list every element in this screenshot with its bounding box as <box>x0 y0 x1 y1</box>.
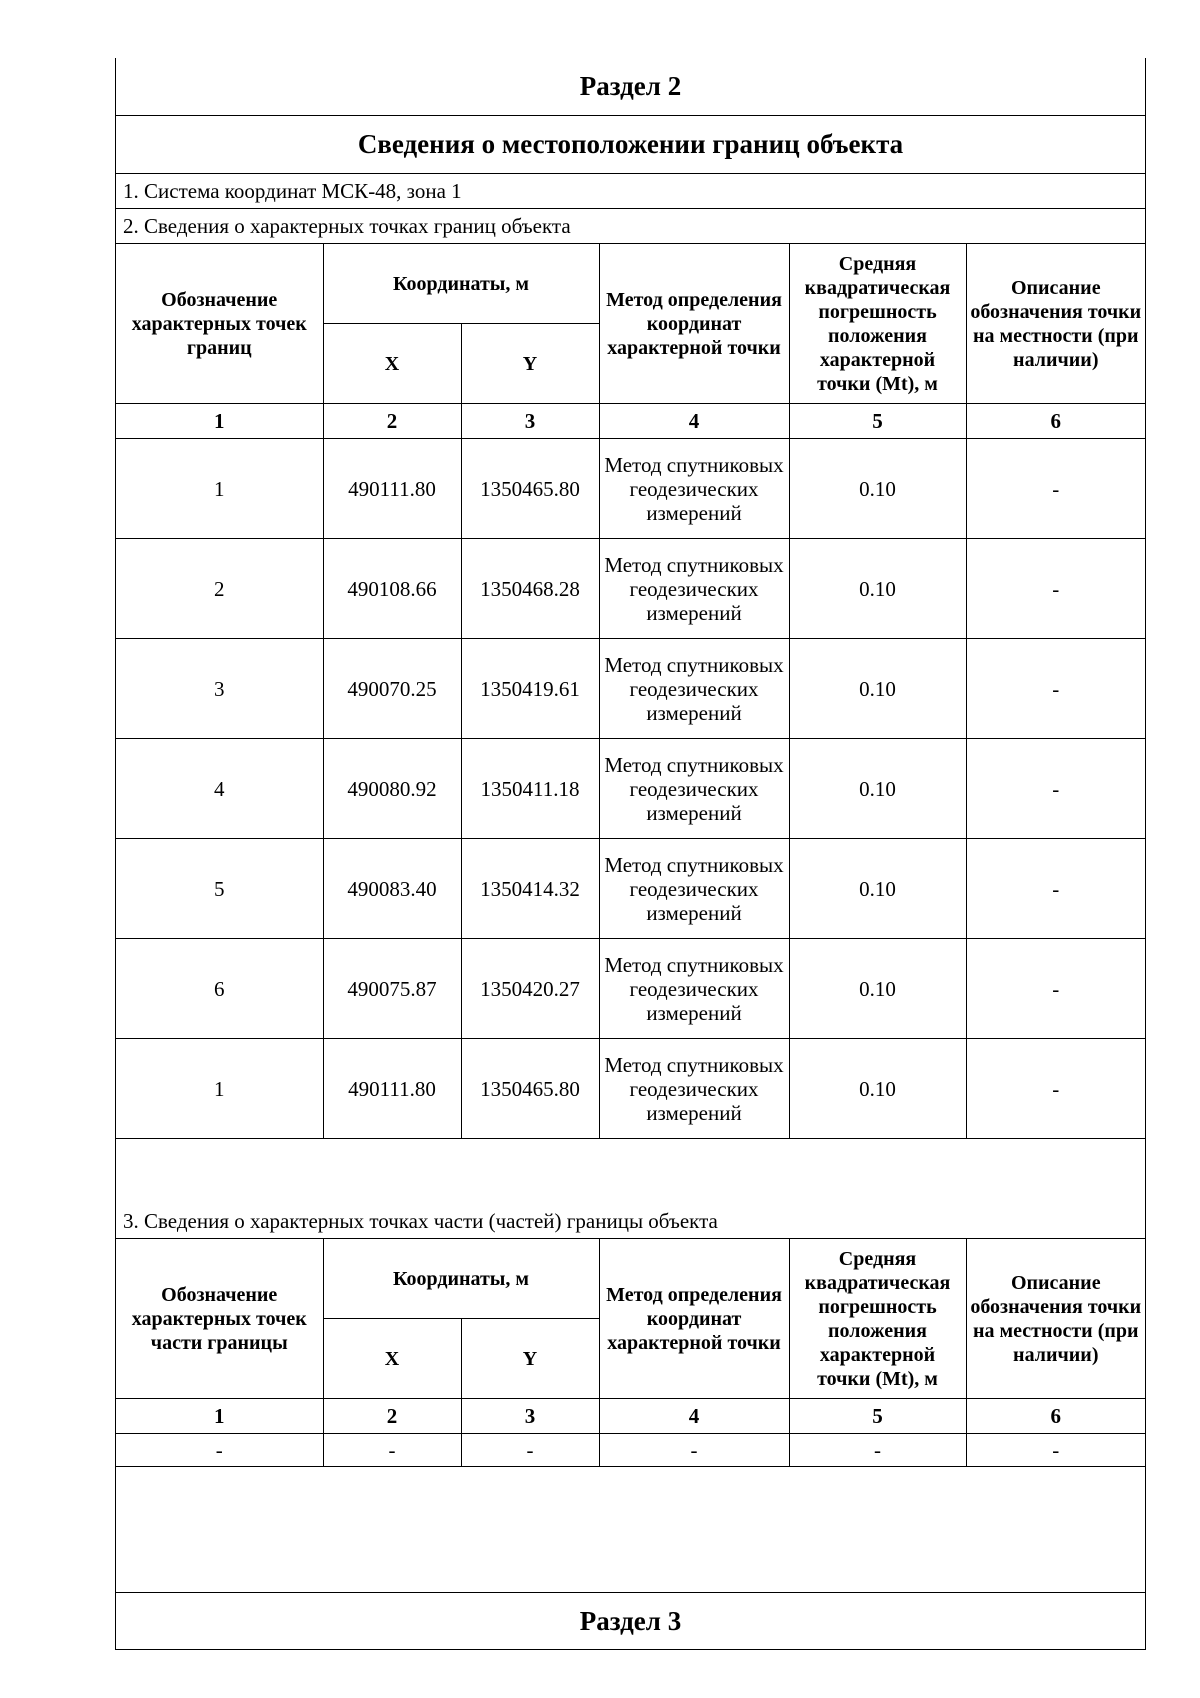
header-row-top <box>116 1239 1145 1319</box>
point-error: 0.10 <box>789 1039 966 1139</box>
point-error: 0.10 <box>789 639 966 739</box>
point-method: Метод спутниковых геодезических измерений <box>599 739 789 839</box>
header-x: X <box>323 1319 461 1399</box>
table-row <box>116 939 1145 1039</box>
col-number: 5 <box>789 1399 966 1434</box>
points-heading-row <box>116 209 1145 244</box>
header-row-top <box>116 244 1145 324</box>
point-x: 490070.25 <box>323 639 461 739</box>
point-description: - <box>966 539 1145 639</box>
header-description: Описание обозначения точки на местности (при наличии) <box>966 244 1145 404</box>
point-x: 490080.92 <box>323 739 461 839</box>
point-x: 490111.80 <box>323 1039 461 1139</box>
point-method: Метод спутниковых геодезических измерений <box>599 1039 789 1139</box>
point-y: 1350420.27 <box>461 939 599 1039</box>
point-y: 1350465.80 <box>461 1039 599 1139</box>
part-cell: - <box>116 1434 323 1467</box>
point-id: 1 <box>116 1039 323 1139</box>
point-description: - <box>966 1039 1145 1139</box>
column-number-row <box>116 1399 1145 1434</box>
section-3-title-text: Раздел 3 <box>579 1606 682 1636</box>
part-cell: - <box>461 1434 599 1467</box>
document-frame <box>115 58 1146 1650</box>
header-designation-part: Обозначение характерных точек части границы <box>116 1239 323 1399</box>
subtitle-text: Сведения о местоположении границ объекта <box>357 129 904 159</box>
boundary-points-table <box>116 243 1145 1139</box>
point-x: 490111.80 <box>323 439 461 539</box>
column-number-row <box>116 404 1145 439</box>
table-row <box>116 1434 1145 1467</box>
point-id: 3 <box>116 639 323 739</box>
point-x: 490075.87 <box>323 939 461 1039</box>
col-number: 4 <box>599 1399 789 1434</box>
header-description: Описание обозначения точки на местности (при наличии) <box>966 1239 1145 1399</box>
point-description: - <box>966 939 1145 1039</box>
table-row <box>116 539 1145 639</box>
part-points-table <box>116 1238 1145 1467</box>
point-y: 1350414.32 <box>461 839 599 939</box>
header-coords: Координаты, м <box>323 1239 599 1319</box>
point-method: Метод спутниковых геодезических измерений <box>599 539 789 639</box>
parts-heading-row <box>116 1203 1145 1239</box>
point-description: - <box>966 639 1145 739</box>
subtitle-row <box>116 116 1145 174</box>
point-id: 2 <box>116 539 323 639</box>
col-number: 1 <box>116 1399 323 1434</box>
coord-system-row <box>116 174 1145 209</box>
point-id: 6 <box>116 939 323 1039</box>
col-number: 2 <box>323 404 461 439</box>
part-cell: - <box>599 1434 789 1467</box>
col-number: 5 <box>789 404 966 439</box>
point-description: - <box>966 839 1145 939</box>
table-row <box>116 739 1145 839</box>
col-number: 1 <box>116 404 323 439</box>
table-row <box>116 839 1145 939</box>
col-number: 3 <box>461 1399 599 1434</box>
point-method: Метод спутниковых геодезических измерений <box>599 439 789 539</box>
section-2-title <box>116 58 1145 116</box>
header-x: X <box>323 324 461 404</box>
point-method: Метод спутниковых геодезических измерений <box>599 939 789 1039</box>
part-cell: - <box>789 1434 966 1467</box>
point-method: Метод спутниковых геодезических измерений <box>599 839 789 939</box>
point-x: 490083.40 <box>323 839 461 939</box>
col-number: 2 <box>323 1399 461 1434</box>
point-y: 1350411.18 <box>461 739 599 839</box>
header-error: Средняя квадратическая погрешность положения характерной точки (Mt), м <box>789 244 966 404</box>
point-description: - <box>966 739 1145 839</box>
table-row <box>116 639 1145 739</box>
point-y: 1350468.28 <box>461 539 599 639</box>
section-2-title-text: Раздел 2 <box>579 71 682 101</box>
point-error: 0.10 <box>789 539 966 639</box>
part-cell: - <box>323 1434 461 1467</box>
point-id: 5 <box>116 839 323 939</box>
header-method: Метод определения координат характерной точки <box>599 1239 789 1399</box>
point-error: 0.10 <box>789 839 966 939</box>
header-error: Средняя квадратическая погрешность положения характерной точки (Mt), м <box>789 1239 966 1399</box>
header-y: Y <box>461 1319 599 1399</box>
point-method: Метод спутниковых геодезических измерений <box>599 639 789 739</box>
table-row <box>116 1039 1145 1139</box>
point-id: 1 <box>116 439 323 539</box>
col-number: 3 <box>461 404 599 439</box>
coord-system-text: 1. Система координат МСК-48, зона 1 <box>123 178 462 203</box>
point-y: 1350465.80 <box>461 439 599 539</box>
parts-heading-text: 3. Сведения о характерных точках части (частей) границы объекта <box>123 1208 718 1233</box>
col-number: 6 <box>966 404 1145 439</box>
header-y: Y <box>461 324 599 404</box>
point-error: 0.10 <box>789 939 966 1039</box>
point-y: 1350419.61 <box>461 639 599 739</box>
col-number: 6 <box>966 1399 1145 1434</box>
point-error: 0.10 <box>789 439 966 539</box>
point-description: - <box>966 439 1145 539</box>
point-x: 490108.66 <box>323 539 461 639</box>
col-number: 4 <box>599 404 789 439</box>
header-method: Метод определения координат характерной точки <box>599 244 789 404</box>
point-error: 0.10 <box>789 739 966 839</box>
part-cell: - <box>966 1434 1145 1467</box>
points-heading-text: 2. Сведения о характерных точках границ объекта <box>123 214 571 238</box>
section-3-title <box>116 1592 1145 1650</box>
point-id: 4 <box>116 739 323 839</box>
header-designation: Обозначение характерных точек границ <box>116 244 323 404</box>
table-row <box>116 439 1145 539</box>
header-coords: Координаты, м <box>323 244 599 324</box>
